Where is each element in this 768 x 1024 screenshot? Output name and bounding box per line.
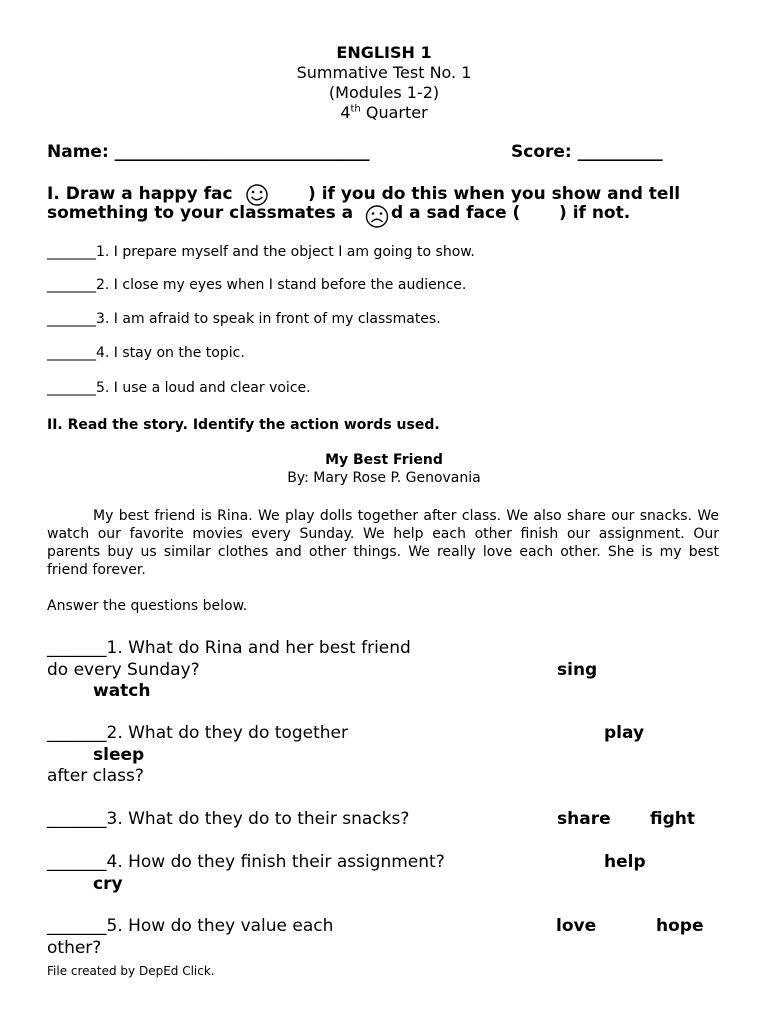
q1-choice-watch: watch [93, 681, 151, 701]
score-field[interactable]: Score: __________ [511, 142, 663, 162]
answer-instructions: Answer the questions below. [47, 598, 248, 614]
part1-item-5[interactable]: _______5. I use a loud and clear voice. [47, 380, 311, 396]
q5-choice-hope: hope [656, 916, 704, 936]
name-field[interactable]: Name: ______________________________ [47, 142, 370, 162]
story-author: By: Mary Rose P. Genovania [287, 470, 481, 486]
question-4[interactable]: _______4. How do they finish their assignment? [47, 852, 445, 872]
q1-choice-sing: sing [557, 660, 598, 680]
part1-heading-line1b: ) if you do this when you show and tell [308, 184, 681, 204]
q4-choice-cry: cry [93, 874, 123, 894]
quarter-word: Quarter [360, 103, 428, 122]
question-5-cont: other? [47, 938, 102, 958]
subject-title: ENGLISH 1 [336, 43, 432, 62]
q3-choice-fight: fight [650, 809, 695, 829]
question-5[interactable]: _______5. How do they value each [47, 916, 334, 936]
q3-choice-share: share [557, 809, 611, 829]
question-3[interactable]: _______3. What do they do to their snacks? [47, 809, 410, 829]
question-2-cont: after class? [47, 766, 144, 786]
modules-label: (Modules 1-2) [328, 83, 440, 102]
footer-credit: File created by DepEd Click. [47, 964, 215, 978]
part1-item-2[interactable]: _______2. I close my eyes when I stand before the audience. [47, 277, 467, 293]
part1-item-4[interactable]: _______4. I stay on the topic. [47, 345, 245, 361]
part1-heading-line2b: d a sad face ( [391, 203, 521, 223]
story-paragraph: My best friend is Rina. We play dolls together after class. We also share our snacks. We watch our favorite movies every Sunday. We help each other finish our assignment. Our parents buy us similar clothes and other things. We really love each other. She is my best friend forever. [47, 508, 719, 578]
q2-choice-play: play [604, 723, 645, 743]
story-title: My Best Friend [325, 452, 443, 468]
q2-choice-sleep: sleep [93, 745, 145, 765]
part1-item-1[interactable]: _______1. I prepare myself and the object I am going to show. [47, 244, 475, 260]
part1-heading-line2a: something to your classmates a [47, 203, 354, 223]
q4-choice-help: help [604, 852, 646, 872]
part1-heading-line2c: ) if not. [559, 203, 631, 223]
quarter-number: 4 [340, 103, 351, 122]
q5-choice-love: love [556, 916, 597, 936]
sad-face-icon [363, 204, 391, 229]
part2-heading: II. Read the story. Identify the action words used. [47, 417, 440, 433]
part1-heading-line1a: I. Draw a happy fac [47, 184, 233, 204]
quarter-suffix: th [350, 103, 361, 115]
quarter-label [0, 103, 768, 122]
question-1-cont: do every Sunday? [47, 660, 200, 680]
part1-item-3[interactable]: _______3. I am afraid to speak in front of my classmates. [47, 311, 441, 327]
test-title: Summative Test No. 1 [296, 63, 472, 82]
question-1[interactable]: _______1. What do Rina and her best friend [47, 638, 411, 658]
question-2[interactable]: _______2. What do they do together [47, 723, 348, 743]
